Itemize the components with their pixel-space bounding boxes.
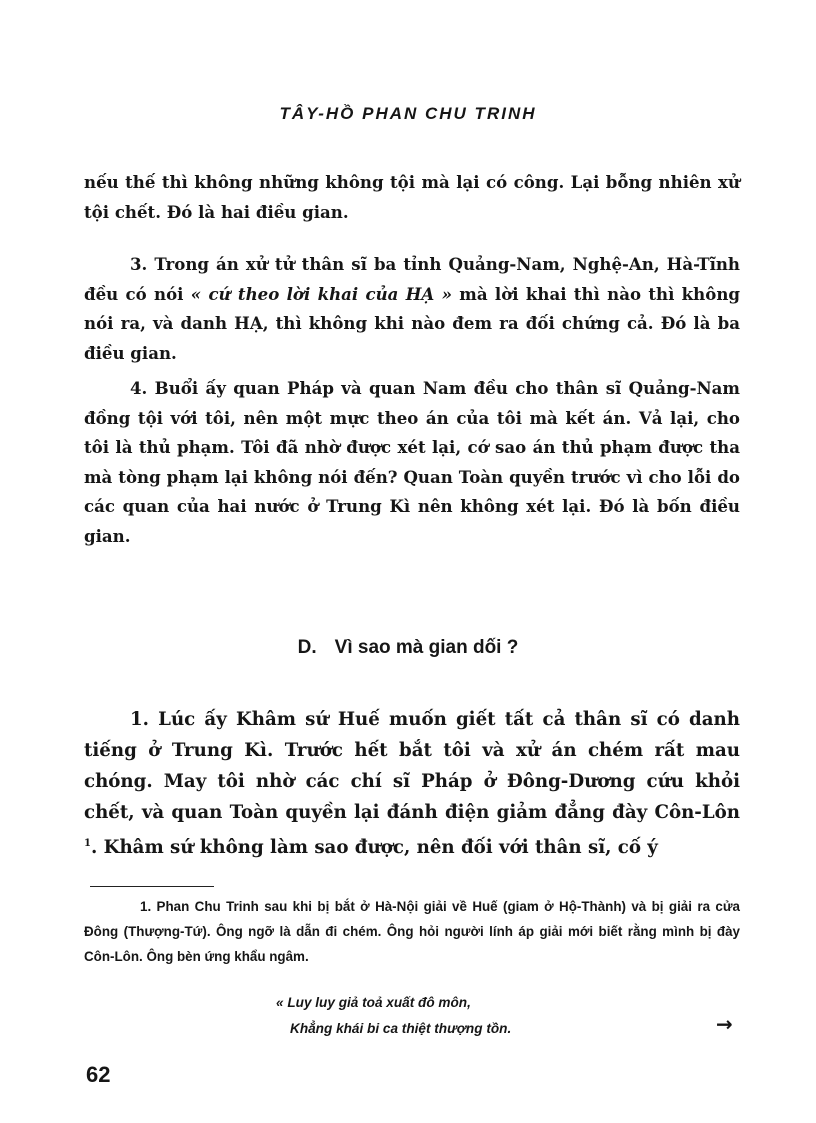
section-paragraph: 1. Lúc ấy Khâm sứ Huế muốn giết tất cả thân sĩ có danh tiếng ở Trung Kì. Trước hết bắt tôi và xử án chém rất mau chóng. May tôi nhờ các chí sĩ Pháp ở Đông-Dương cứu khỏi chết, và quan Toàn quyền lại đánh điện giảm đẳng đày Côn-Lôn $^1$. Khâm sứ không làm sao được, nên đối với thân sĩ, cố ý [84,709,740,859]
poem-quote [276,990,511,1042]
section-heading [0,637,816,659]
footnote: 1. Phan Chu Trinh sau khi bị bắt ở Hà-Nội giải về Huế (giam ở Hộ-Thành) và bị giải ra cửa Đông (Thượng-Tứ). Ông ngỡ là dẫn đi chém. Ông hỏi người lính áp giải mới biết rằng mình bị đày Côn-Lôn. Ông bèn ứng khẩu ngâm. [84,899,740,964]
paragraph-continuation: nếu thế thì không những không tội mà lại có công. Lại bỗng nhiên xử tội chết. Đó là hai điều gian. [84,172,740,222]
footnote-reference: 1 [84,838,91,849]
paragraph-four: 4. Buổi ấy quan Pháp và quan Nam đều cho thân sĩ Quảng-Nam đồng tội với tôi, nên một mực theo án của tôi mà kết án. Vả lại, cho tôi là thủ phạm. Tôi đã nhờ được xét lại, cớ sao án thủ phạm được tha mà tòng phạm lại không nói đến? Quan Toàn quyền trước vì cho lỗi do các quan của hai nước ở Trung Kì nên không xét lại. Đó là bốn điều gian. [84,378,740,546]
continuation-arrow-icon: → [716,1012,733,1036]
running-header: TÂY-HỒ PHAN CHU TRINH [279,104,537,123]
quoted-phrase: « cứ theo lời khai của HẠ » [190,283,452,304]
paragraph-three: 3. Trong án xử tử thân sĩ ba tỉnh Quảng-Nam, Nghệ-An, Hà-Tĩnh đều có nói « cứ theo lời khai của HẠ » mà lời khai thì nào thì không nói ra, và danh HẠ, thì không khi nào đem ra đối chứng cả. Đó là ba điều gian. [84,254,740,363]
footnote-divider [90,886,214,887]
poem-line: « Luy luy giả toả xuất đô môn, [276,995,471,1010]
section-title-text: Vì sao mà gian dối ? [334,637,519,658]
section-letter: D. [297,637,317,658]
page-number: 62 [86,1062,111,1087]
poem-line: Khẳng khái bi ca thiệt thượng tồn. [290,1021,512,1036]
